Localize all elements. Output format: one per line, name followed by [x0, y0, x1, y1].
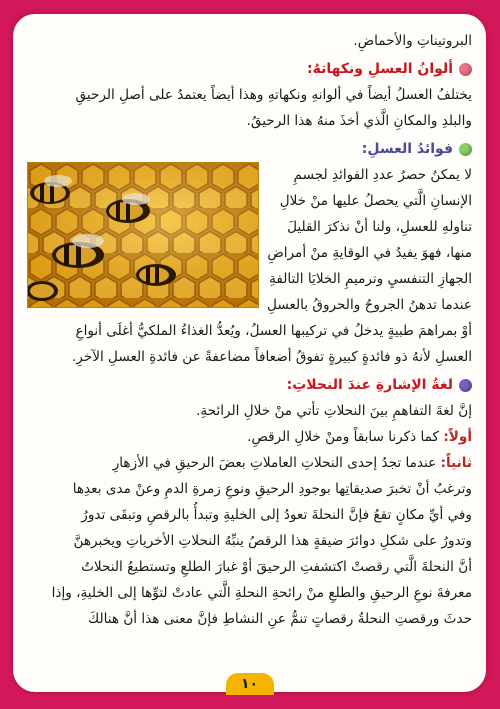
honeycomb-bees-image: [27, 162, 259, 308]
paragraph-line: وفي أيِّ مكانٍ تقعُ فإنَّ النحلةَ تعودُ إلى الخليةِ وتبدأُ بالرقصِ وتبقَى تدورُ: [81, 507, 472, 523]
paragraph-line: ثانياً: عندما تجدُ إحدى النحلاتِ العاملاتِ بعضَ الرحيقِ في الأزهارِ: [112, 455, 472, 471]
wrapped-line: لا يمكنُ حصرُ عددِ الفوائدِ لجسمِ: [293, 167, 472, 183]
section-benefits: [27, 136, 472, 370]
wrapped-line: الإنسانِ الَّتي يحصلُ عليها منْ خلالِ: [279, 193, 472, 209]
heading-text: لغةُ الإشارةِ عندَ النحلاتِ:: [286, 377, 453, 393]
intro-line: البروتيناتِ والأحماضِ.: [353, 33, 472, 49]
book-page: [13, 14, 486, 692]
paragraph-line: العسلِ لأنهُ ذو فائدةٍ كبيرةٍ تفوقُ أضعافاً مضاعفةً عن فائدةِ العسلِ الآخرِ.: [71, 349, 472, 365]
paragraph-line: معرفةَ نوعِ الرحيقِ والطلعِ منْ رائحةِ النحلةِ الَّتي عادتْ لتوِّها إلى الخليةِ، وإذا: [51, 585, 472, 601]
section-heading: [27, 56, 472, 82]
wrapped-line: الجهازِ التنفسيِ وترميمِ الخلايَا التالفةِ: [269, 271, 472, 287]
paragraph-line: حدثَ ورقصتِ النحلةُ رقصاتٍ تنمُّ عنِ النشاطِ فإنَّ معنى هذا أنَّ هنالكَ: [87, 611, 472, 627]
wrapped-line: عندما تدهنُ الجروحُ والحروقُ بالعسلِ: [267, 297, 472, 313]
bullet-icon: [459, 63, 472, 76]
page-content: [27, 28, 472, 632]
paragraph-line: إنَّ لغةَ التفاهمِ بينَ النحلاتِ تأتي منْ خلالِ الرائحةِ.: [196, 403, 472, 419]
page-number: ١٠: [226, 673, 274, 695]
numbered-label: ثانياً:: [440, 455, 472, 471]
wrapped-line: منها، فهوَ يفيدُ في الوقايةِ منْ أمراضِ: [267, 245, 472, 261]
heading-text: ألوانُ العسلِ ونكهاتهُ:: [307, 61, 453, 77]
paragraph-line: والبلدِ والمكانِ الَّذي أخذَ منهُ هذا الرحيقُ.: [246, 113, 472, 129]
paragraph-line: وتدورُ على شكلِ دوائرَ ضيقةٍ هذا الرقصُ ينبِّهُ النحلاتِ الأخرياتِ ويخبرهنَّ: [73, 533, 472, 549]
bullet-icon: [459, 143, 472, 156]
paragraph-line: وترغبُ أنْ تخبرَ صديقاتِها بوجودِ الرحيقِ ونوعِ زمرةِ الدمِ وعنْ مدى بعدِها: [72, 481, 472, 497]
paragraph-line: يختلفُ العسلُ أيضاً في ألوانهِ ونكهاتهِ وهذا أيضاً يعتمدُ على أصلِ الرحيقِ: [75, 87, 472, 103]
numbered-label: أولاً:: [443, 429, 472, 445]
paragraph-line: أولاً: كما ذكرنا سابقاً ومنْ خلالِ الرقصِ.: [247, 429, 472, 445]
section-heading: [27, 372, 472, 398]
section-heading: [27, 136, 472, 162]
paragraph-line: أوْ بمراهمَ طبيةٍ يدخلُ في تركيبها العسلُ، ويُعدُّ الغذاءُ الملكيُّ أغلَى أنواعِ: [75, 323, 472, 339]
section-colors: [27, 56, 472, 134]
image-wrap-block: [27, 162, 472, 318]
wrapped-line: تناولهِ للعسلِ، ولنا أنْ نذكرَ القليلَ: [287, 219, 472, 235]
bullet-icon: [459, 379, 472, 392]
section-bee-language: [27, 372, 472, 632]
paragraph-line: أنَّ النحلةَ الَّتي رقصتْ اكتشفتِ الرحيقَ أوْ غبارَ الطلعِ وتستطيعُ النحلاتُ: [81, 559, 472, 575]
heading-text: فوائدُ العسلِ:: [361, 141, 453, 157]
